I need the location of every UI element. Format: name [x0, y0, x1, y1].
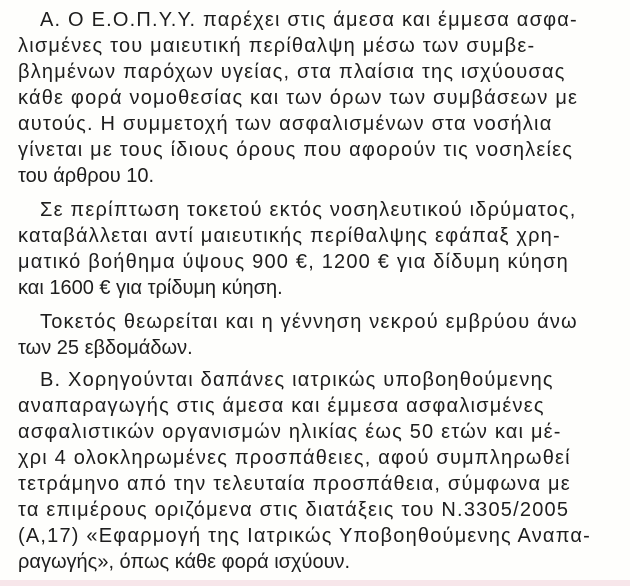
text-line: ματικό βοήθημα ύψους 900 €, 1200 € για δίδυμη κύηση	[18, 251, 569, 273]
text-line: (Α,17) «Εφαρμογή της Ιατρικώς Υποβοηθούμενης Αναπα-	[18, 525, 592, 547]
bottom-rule	[0, 580, 630, 586]
text-line: των 25 εβδομάδων.	[18, 337, 193, 359]
text-line: καταβάλλεται αντί μαιευτικής περίθαλψης εφάπαξ χρη-	[18, 225, 561, 247]
text-line: γίνεται με τους ίδιους όρους που αφορούν τις νοσηλείες	[18, 139, 574, 161]
text-line: τα επιμέρους οριζόμενα στις διατάξεις του Ν.3305/2005	[18, 499, 570, 521]
text-line: βλημένων παρόχων υγείας, στα πλαίσια της ισχύουσας	[18, 61, 566, 83]
text-line: αυτούς. Η συμμετοχή των ασφαλισμένων στα νοσήλια	[18, 113, 553, 135]
text-line: τετράμηνο από την τελευταία προσπάθεια, σύμφωνα με	[18, 473, 571, 495]
text-line: του άρθρου 10.	[18, 165, 155, 187]
text-line: ασφαλιστικών οργανισμών ηλικίας έως 50 ετών και μέ-	[18, 421, 562, 443]
text-line: Σε περίπτωση τοκετού εκτός νοσηλευτικού ιδρύματος,	[40, 199, 577, 221]
text-line: Τοκετός θεωρείται και η γέννηση νεκρού εμβρύου άνω	[40, 311, 578, 333]
text-line: χρι 4 ολοκληρωμένες προσπάθειες, αφού συμπληρωθεί	[18, 447, 571, 469]
text-line: και 1600 € για τρίδυμη κύηση.	[18, 277, 283, 299]
text-line: αναπαραγωγής στις άμεσα και έμμεσα ασφαλισμένες	[18, 395, 545, 417]
text-line: κάθε φορά νομοθεσίας και των όρων των συμβάσεων με	[18, 87, 579, 109]
text-line: λισμένες του μαιευτική περίθαλψη μέσω των συμβε-	[18, 35, 536, 57]
text-line: Α. Ο Ε.Ο.Π.Υ.Υ. παρέχει στις άμεσα και έμμεσα ασφα-	[40, 9, 578, 31]
text-line: Β. Χορηγούνται δαπάνες ιατρικώς υποβοηθούμενης	[40, 369, 554, 391]
text-line: ραγωγής», όπως κάθε φορά ισχύουν.	[18, 551, 351, 573]
